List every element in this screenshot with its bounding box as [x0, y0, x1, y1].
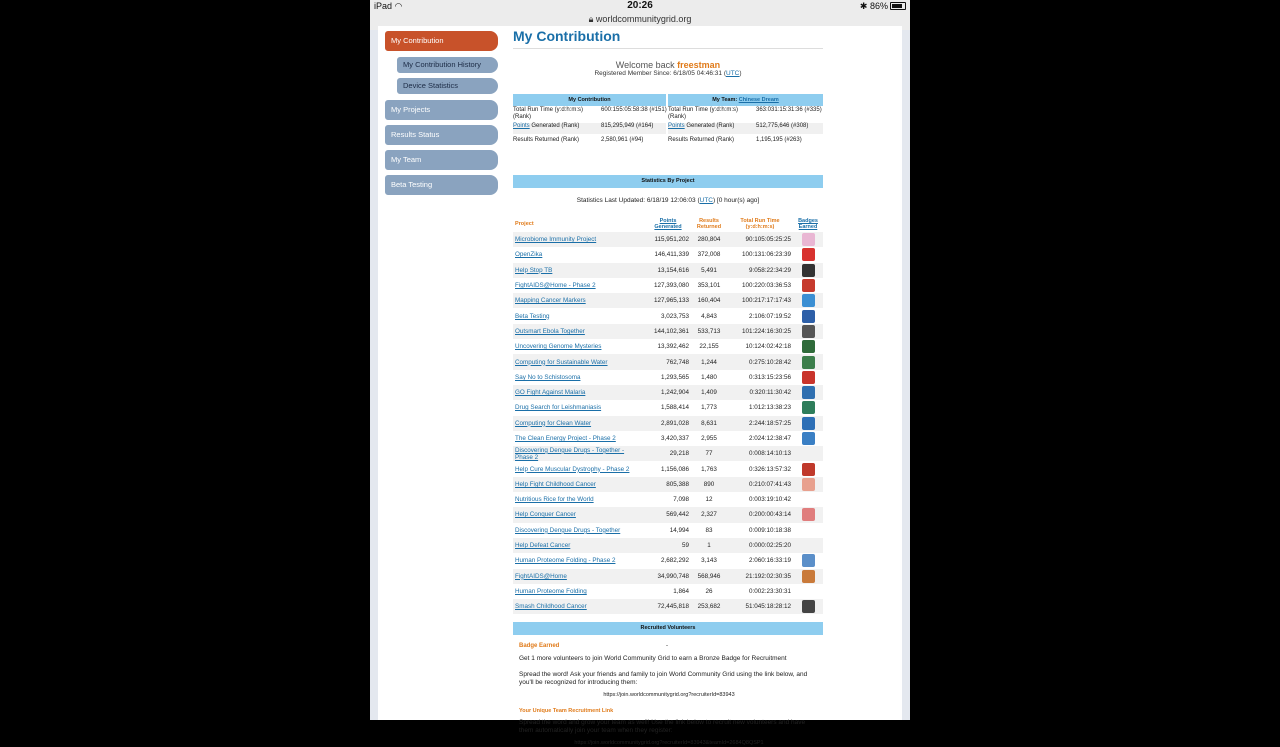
project-points: 14,994	[669, 526, 689, 534]
project-name-link[interactable]: FightAIDS@Home	[515, 572, 567, 580]
project-points: 13,392,462	[657, 343, 689, 351]
table-row	[513, 247, 823, 262]
projects-table	[513, 216, 823, 614]
project-results: 568,946	[697, 572, 721, 580]
project-points: 1,242,904	[660, 389, 689, 397]
project-results: 12	[705, 496, 713, 504]
my-results-row: Results Returned (Rank) 2,580,961 (#94)	[513, 137, 644, 143]
team-spread-text: Spread the word and grow your team as well! Use the link below to recruit new volunteers and have them automatically join your team when they register:	[519, 719, 806, 734]
project-points: 762,748	[666, 358, 689, 366]
project-badge-icon[interactable]	[802, 248, 815, 261]
team-link[interactable]: Chinese Dream	[738, 97, 779, 103]
project-results: 372,008	[697, 251, 721, 259]
project-runtime: 2:244:18:57:25	[748, 419, 791, 427]
spread-text: Spread the word! Ask your friends and family to join World Community Grid using the link below, and you'll be recognized for introducing them:	[519, 671, 808, 686]
team-link-label: Your Unique Team Recruitment Link	[519, 708, 614, 714]
project-runtime: 0:002:23:30:31	[748, 587, 791, 595]
project-results: 26	[705, 587, 713, 595]
wifi-icon: ◠	[394, 1, 403, 11]
recruit-goal-text: Get 1 more volunteers to join World Community Grid to earn a Bronze Badge for Recruitment	[519, 655, 787, 662]
project-badge-icon[interactable]	[802, 478, 815, 491]
team-points-row: Points Generated (Rank) 512,775,646 (#308)	[668, 123, 823, 134]
table-row	[513, 446, 823, 461]
project-points: 1,293,565	[660, 373, 689, 381]
project-name-link[interactable]: The Clean Energy Project - Phase 2	[515, 435, 616, 442]
project-badge-icon[interactable]	[802, 279, 815, 292]
my-results: 2,580,961 (#94)	[601, 137, 644, 143]
project-points: 13,154,616	[657, 266, 689, 274]
project-name-link[interactable]: Drug Search for Leishmaniasis	[515, 404, 602, 412]
table-row	[513, 232, 823, 247]
table-row	[513, 584, 823, 599]
team-run-time: 363:031:15:31:36 (#335)	[756, 107, 822, 113]
table-row	[513, 308, 823, 323]
table-row	[513, 477, 823, 492]
utc-link[interactable]: UTC	[726, 70, 740, 77]
my-contribution-header: My Contribution	[513, 94, 666, 106]
battery-indicator: ✱ 86%	[860, 0, 906, 12]
project-results: 280,804	[697, 236, 721, 244]
project-name-link[interactable]: Discovering Dengue Drugs - Together	[515, 526, 621, 534]
status-bar	[370, 0, 910, 12]
sidebar-item-beta-testing[interactable]: Beta Testing	[385, 175, 498, 195]
table-row	[513, 354, 823, 369]
project-runtime: 0:009:10:18:38	[748, 526, 791, 534]
project-results: 1,773	[701, 404, 717, 412]
project-badge-icon[interactable]	[802, 371, 815, 384]
project-name-link[interactable]: Computing for Sustainable Water	[515, 358, 608, 366]
project-points: 29,218	[669, 450, 689, 458]
table-row	[513, 507, 823, 522]
project-points: 2,891,028	[660, 419, 689, 427]
team-points: 512,775,646 (#308)	[756, 123, 809, 129]
sidebar-item-my-contribution[interactable]: My Contribution	[385, 31, 498, 51]
project-name-link[interactable]: Computing for Clean Water	[515, 419, 592, 427]
project-name-link[interactable]: Outsmart Ebola Together	[515, 327, 585, 335]
project-runtime: 100:217:17:17:43	[741, 297, 791, 305]
table-row	[513, 553, 823, 568]
project-badge-icon[interactable]	[802, 554, 815, 567]
project-results: 5,491	[701, 266, 717, 274]
project-points: 127,965,133	[653, 297, 689, 305]
project-badge-icon[interactable]	[802, 325, 815, 338]
project-runtime: 1:012:13:38:23	[748, 404, 791, 412]
table-row	[513, 278, 823, 293]
project-points: 7,098	[673, 496, 689, 504]
table-row	[513, 416, 823, 431]
recruited-volunteers-header: Recruited Volunteers	[513, 622, 823, 635]
clock: 20:26	[627, 0, 653, 11]
project-runtime: 0:200:00:43:14	[748, 511, 791, 519]
project-results: 533,713	[697, 327, 721, 335]
project-runtime: 90:105:05:25:25	[745, 236, 791, 244]
project-points: 569,442	[666, 511, 689, 519]
username: freestman	[677, 60, 721, 70]
sidebar-item-my-projects[interactable]: My Projects	[385, 100, 498, 120]
project-points: 34,990,748	[657, 572, 689, 580]
project-results: 3,143	[701, 557, 717, 565]
project-name-link[interactable]: Nutritious Rice for the World	[515, 496, 594, 504]
project-badge-icon[interactable]	[802, 233, 815, 246]
project-name-link[interactable]: Help Stop TB	[515, 266, 553, 274]
project-badge-icon[interactable]	[802, 432, 815, 445]
project-points: 2,682,292	[660, 557, 689, 565]
project-name-link[interactable]: Help Cure Muscular Dystrophy - Phase 2	[515, 465, 630, 473]
project-name-link[interactable]: Microbiome Immunity Project	[515, 236, 597, 244]
project-results: 160,404	[697, 297, 721, 305]
project-badge-icon[interactable]	[802, 310, 815, 323]
col-project: Project	[515, 221, 534, 227]
table-row	[513, 538, 823, 553]
project-runtime: 100:220:03:36:53	[741, 282, 791, 290]
project-name-link[interactable]: Discovering Dengue Drugs - Together - Phase 2	[515, 446, 625, 461]
project-results: 1,409	[701, 389, 717, 397]
project-results: 22,155	[699, 343, 719, 351]
page-left-margin	[370, 30, 378, 720]
url-text: worldcommunitygrid.org	[595, 14, 692, 24]
project-name-link[interactable]: Smash Childhood Cancer	[515, 603, 587, 611]
project-results: 2,327	[701, 511, 717, 519]
project-badge-icon[interactable]	[802, 401, 815, 414]
project-points: 146,411,339	[654, 251, 689, 259]
table-row	[513, 431, 823, 446]
team-run-time-label: Total Run Time (y:d:h:m:s) (Rank)	[668, 107, 739, 120]
project-badge-icon[interactable]	[802, 463, 815, 476]
project-runtime: 0:008:14:10:13	[748, 450, 791, 458]
project-runtime: 2:106:07:19:52	[748, 312, 791, 320]
member-since: Registered Member Since: 6/18/05 04:46:31 (UTC)	[594, 70, 742, 77]
project-results: 1	[707, 542, 711, 550]
table-row	[513, 492, 823, 507]
project-runtime: 0:275:10:28:42	[748, 358, 791, 366]
project-badge-icon[interactable]	[802, 570, 815, 583]
web-page	[378, 26, 902, 746]
project-results: 77	[705, 450, 713, 458]
page-title: My Contribution	[513, 28, 621, 44]
project-results: 253,682	[697, 603, 721, 611]
welcome-message: Welcome back freestman	[615, 60, 721, 70]
project-results: 83	[705, 526, 713, 534]
team-results-row: Results Returned (Rank) 1,195,195 (#263)	[668, 137, 802, 143]
project-points: 115,951,202	[654, 236, 689, 244]
table-row	[513, 523, 823, 538]
project-name-link[interactable]: Human Proteome Folding - Phase 2	[515, 557, 616, 565]
project-points: 127,393,080	[653, 282, 689, 290]
project-runtime: 0:313:15:23:56	[748, 373, 791, 381]
table-row	[513, 385, 823, 400]
project-name-link[interactable]: Uncovering Genome Mysteries	[515, 343, 602, 351]
project-runtime: 0:000:02:25:20	[748, 542, 791, 550]
project-name-link[interactable]: Mapping Cancer Markers	[515, 297, 586, 305]
team-recruit-link[interactable]: https://join.worldcommunitygrid.org?recruiterId=83943&teamId=2684Q8QSP1	[574, 740, 764, 746]
table-row	[513, 263, 823, 278]
table-row	[513, 461, 823, 476]
col-runtime: Total Run Time (y:d:h:m:s)	[740, 218, 780, 230]
run-time-label: Total Run Time (y:d:h:m:s) (Rank)	[513, 107, 584, 120]
project-badge-icon[interactable]	[802, 340, 815, 353]
page-right-margin	[902, 30, 910, 720]
project-points: 1,156,086	[660, 465, 689, 473]
recruit-link[interactable]: https://join.worldcommunitygrid.org?recruiterId=83943	[603, 692, 735, 698]
project-name-link[interactable]: OpenZika	[515, 251, 543, 259]
project-name-link[interactable]: Help Conquer Cancer	[515, 511, 576, 519]
sidebar-item-contribution-history[interactable]: My Contribution History	[397, 57, 498, 73]
table-row	[513, 569, 823, 584]
lock-icon: 🔒︎	[588, 14, 594, 24]
project-runtime: 0:326:13:57:32	[748, 465, 791, 473]
project-results: 2,955	[701, 435, 717, 442]
sidebar-item-results-status[interactable]: Results Status	[385, 125, 498, 145]
project-name-link[interactable]: Help Defeat Cancer	[515, 542, 571, 550]
project-name-link[interactable]: Human Proteome Folding	[515, 587, 587, 595]
project-results: 8,631	[701, 419, 717, 427]
project-runtime: 101:224:16:30:25	[741, 327, 791, 335]
project-badge-icon[interactable]	[802, 264, 815, 277]
project-points: 59	[681, 542, 689, 550]
project-points: 1,864	[673, 587, 689, 595]
project-runtime: 21:192:02:30:35	[745, 572, 791, 580]
project-points: 72,445,818	[657, 603, 689, 611]
project-points: 805,388	[666, 480, 689, 488]
project-runtime: 51:045:18:28:12	[745, 603, 791, 611]
table-row	[513, 324, 823, 339]
project-points: 1,588,414	[660, 404, 689, 412]
team-results: 1,195,195 (#263)	[756, 137, 802, 143]
project-results: 1,480	[701, 373, 717, 381]
project-results: 4,843	[701, 312, 717, 320]
project-points: 3,023,753	[660, 312, 689, 320]
project-results: 1,244	[701, 358, 717, 366]
project-runtime: 100:131:06:23:39	[741, 251, 791, 259]
my-team-header: My Team: Chinese Dream	[668, 94, 823, 106]
device-name: iPad ◠	[374, 1, 403, 11]
project-runtime: 0:003:19:10:42	[748, 496, 791, 504]
points-link[interactable]: Points	[513, 123, 530, 129]
project-name-link[interactable]: Say No to Schistosoma	[515, 373, 581, 381]
project-badge-icon[interactable]	[802, 386, 815, 399]
my-points-row: Points Generated (Rank) 815,295,949 (#164)	[513, 123, 666, 134]
project-points: 3,420,337	[660, 435, 689, 442]
col-points[interactable]: Points Generated	[654, 218, 682, 230]
my-points: 815,295,949 (#164)	[601, 123, 654, 129]
address-bar[interactable]	[370, 12, 910, 26]
sidebar-item-device-statistics[interactable]: Device Statistics	[397, 78, 498, 94]
project-badge-icon[interactable]	[802, 508, 815, 521]
project-badge-icon[interactable]	[802, 294, 815, 307]
project-runtime: 10:124:02:42:18	[745, 343, 791, 351]
project-name-link[interactable]: FightAIDS@Home - Phase 2	[515, 282, 596, 290]
project-results: 353,101	[697, 282, 721, 290]
col-results: Results Returned	[696, 218, 722, 230]
table-row	[513, 293, 823, 308]
project-name-link[interactable]: GO Fight Against Malaria	[515, 389, 586, 397]
project-runtime: 2:060:16:33:19	[748, 557, 791, 565]
project-results: 890	[703, 480, 715, 488]
col-badges[interactable]: Badges Earned	[798, 218, 818, 230]
stats-utc-link[interactable]: UTC	[699, 197, 713, 204]
project-badge-icon[interactable]	[802, 600, 815, 613]
stats-last-updated: Statistics Last Updated: 6/18/19 12:06:03 (UTC) [0 hour(s) ago]	[576, 197, 760, 204]
divider	[513, 48, 823, 49]
stats-by-project-header: Statistics By Project	[513, 175, 823, 188]
team-points-link[interactable]: Points	[668, 123, 685, 129]
table-row	[513, 400, 823, 415]
project-badge-icon[interactable]	[802, 417, 815, 430]
project-runtime: 9:058:22:34:29	[748, 266, 791, 274]
project-runtime: 0:210:07:41:43	[748, 480, 791, 488]
project-results: 1,763	[701, 465, 717, 473]
project-name-link[interactable]: Help Fight Childhood Cancer	[515, 480, 596, 488]
bluetooth-icon: ✱	[859, 1, 868, 11]
project-runtime: 2:024:12:38:47	[748, 435, 791, 442]
project-runtime: 0:320:11:30:42	[749, 389, 791, 397]
table-row	[513, 370, 823, 385]
project-name-link[interactable]: Beta Testing	[515, 312, 550, 320]
battery-icon	[890, 2, 906, 10]
ipad-screen	[370, 0, 910, 746]
sidebar-item-my-team[interactable]: My Team	[385, 150, 498, 170]
badge-earned-row: Badge Earned -	[519, 643, 668, 649]
table-row	[513, 339, 823, 354]
project-badge-icon[interactable]	[802, 356, 815, 369]
my-run-time: 600:155:05:58:38 (#151)	[601, 107, 667, 113]
project-points: 144,102,361	[653, 327, 689, 335]
table-row	[513, 599, 823, 614]
